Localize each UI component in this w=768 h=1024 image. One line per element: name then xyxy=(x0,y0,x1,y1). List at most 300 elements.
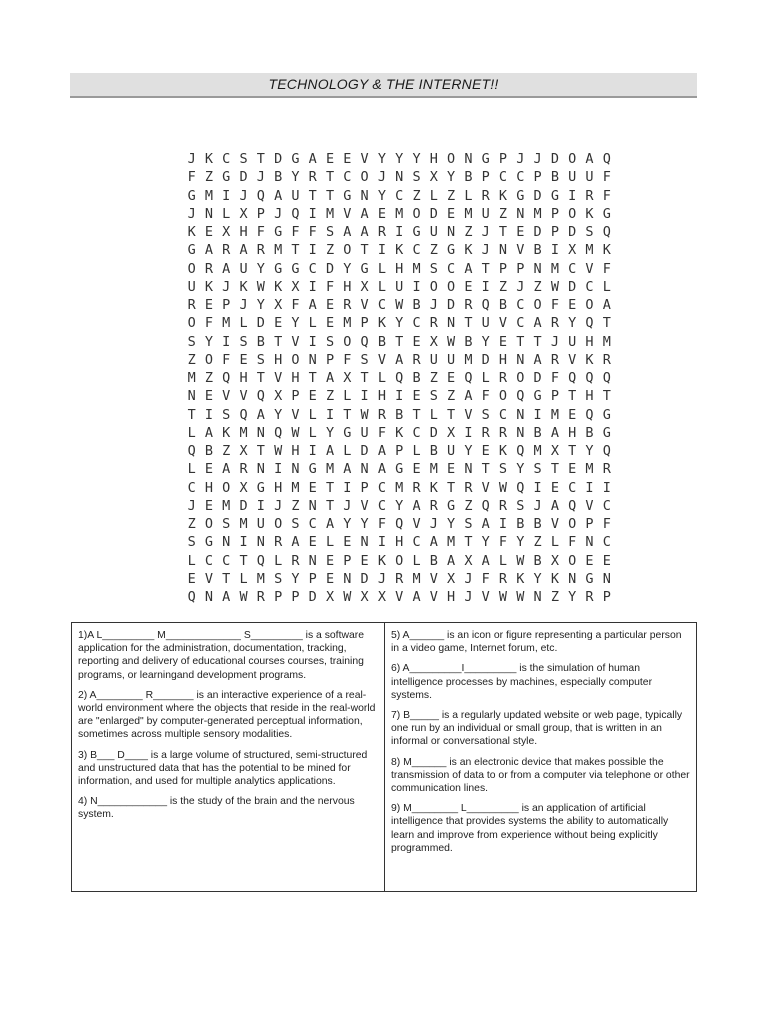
grid-letter: L xyxy=(602,278,611,295)
grid-letter: C xyxy=(516,315,525,332)
grid-letter: A xyxy=(533,351,542,368)
grid-letter: Q xyxy=(256,187,265,204)
grid-letter: R xyxy=(498,370,508,386)
grid-letter: B xyxy=(204,443,214,459)
grid-letter: E xyxy=(343,534,352,551)
grid-letter: J xyxy=(481,224,490,240)
grid-letter: I xyxy=(533,479,542,496)
grid-letter: O xyxy=(343,333,352,350)
grid-letter: C xyxy=(187,479,196,496)
grid-letter: J xyxy=(377,169,386,186)
grid-letter: S xyxy=(585,224,594,240)
grid-letter: A xyxy=(550,497,559,514)
grid-row xyxy=(183,351,615,369)
grid-letter: E xyxy=(550,479,559,496)
grid-letter: D xyxy=(533,224,542,240)
grid-letter: T xyxy=(550,461,559,478)
grid-letter: Y xyxy=(395,315,404,332)
grid-letter: N xyxy=(602,570,611,587)
grid-row xyxy=(183,278,615,296)
grid-letter: Y xyxy=(343,516,352,532)
grid-letter: G xyxy=(360,260,369,277)
grid-letter: H xyxy=(498,351,508,368)
grid-letter: F xyxy=(343,351,352,368)
grid-letter: Q xyxy=(516,388,525,405)
grid-letter: E xyxy=(204,297,214,313)
grid-letter: T xyxy=(516,333,525,350)
grid-letter: L xyxy=(308,406,317,423)
grid-letter: L xyxy=(429,187,438,204)
grid-letter: I xyxy=(464,424,473,441)
grid-letter: X xyxy=(360,589,369,605)
grid-letter: K xyxy=(550,570,559,587)
grid-letter: L xyxy=(412,552,421,569)
grid-letter: G xyxy=(481,151,490,167)
grid-letter: D xyxy=(533,370,542,386)
grid-letter: F xyxy=(325,278,335,295)
grid-letter: R xyxy=(498,497,508,514)
grid-letter: G xyxy=(447,497,456,514)
grid-letter: L xyxy=(412,443,421,459)
grid-letter: C xyxy=(516,297,525,313)
grid-letter: A xyxy=(464,388,473,405)
grid-letter: G xyxy=(343,424,352,441)
grid-letter: W xyxy=(395,297,404,313)
grid-letter: V xyxy=(360,297,369,313)
grid-letter: G xyxy=(308,461,317,478)
word-search-grid xyxy=(183,150,615,606)
grid-letter: Q xyxy=(481,497,490,514)
grid-letter: B xyxy=(412,370,421,386)
grid-letter: G xyxy=(602,205,611,222)
grid-letter: C xyxy=(602,534,611,551)
grid-letter: R xyxy=(308,169,317,186)
grid-letter: A xyxy=(325,370,335,386)
clue-column-left xyxy=(72,623,385,891)
grid-letter: J xyxy=(377,570,386,587)
grid-letter: U xyxy=(395,278,404,295)
grid-letter: Z xyxy=(447,388,456,405)
grid-letter: M xyxy=(325,461,335,478)
grid-letter: D xyxy=(256,315,265,332)
grid-letter: O xyxy=(187,315,196,332)
grid-letter: D xyxy=(325,260,335,277)
grid-letter: J xyxy=(222,278,231,295)
grid-letter: B xyxy=(464,333,473,350)
grid-letter: Y xyxy=(291,169,300,186)
grid-letter: F xyxy=(550,297,559,313)
grid-letter: V xyxy=(585,260,594,277)
grid-letter: M xyxy=(602,333,611,350)
grid-letter: N xyxy=(256,424,265,441)
grid-letter: E xyxy=(343,151,352,167)
grid-row xyxy=(183,241,615,259)
grid-letter: R xyxy=(481,424,490,441)
grid-letter: D xyxy=(239,497,248,514)
grid-letter: G xyxy=(343,187,352,204)
grid-letter: M xyxy=(239,516,248,532)
grid-row xyxy=(183,479,615,497)
grid-letter: J xyxy=(550,333,559,350)
grid-letter: G xyxy=(395,461,404,478)
grid-letter: S xyxy=(481,406,490,423)
grid-letter: N xyxy=(360,534,369,551)
grid-letter: G xyxy=(585,570,594,587)
grid-letter: E xyxy=(498,333,508,350)
grid-row xyxy=(183,406,615,424)
grid-letter: I xyxy=(533,406,542,423)
grid-letter: L xyxy=(325,534,335,551)
grid-letter: B xyxy=(498,297,508,313)
grid-letter: J xyxy=(533,497,542,514)
grid-letter: Y xyxy=(395,151,404,167)
grid-letter: Q xyxy=(256,388,265,405)
grid-letter: B xyxy=(533,552,542,569)
grid-letter: V xyxy=(291,406,300,423)
grid-letter: N xyxy=(464,461,473,478)
grid-letter: J xyxy=(343,497,352,514)
grid-letter: L xyxy=(343,443,352,459)
grid-letter: J xyxy=(187,497,196,514)
grid-letter: F xyxy=(377,424,386,441)
grid-letter: M xyxy=(325,205,335,222)
grid-letter: F xyxy=(187,169,196,186)
grid-letter: R xyxy=(412,351,421,368)
grid-letter: X xyxy=(429,333,438,350)
grid-letter: L xyxy=(187,461,196,478)
grid-letter: A xyxy=(377,461,386,478)
grid-letter: Y xyxy=(256,297,265,313)
grid-letter: E xyxy=(187,570,196,587)
grid-letter: U xyxy=(429,351,438,368)
grid-letter: T xyxy=(256,151,265,167)
grid-letter: Z xyxy=(412,187,421,204)
grid-letter: O xyxy=(533,297,542,313)
grid-letter: E xyxy=(274,315,283,332)
grid-letter: I xyxy=(568,187,577,204)
clue-table xyxy=(71,622,697,892)
grid-letter: T xyxy=(308,187,317,204)
grid-letter: R xyxy=(204,260,214,277)
grid-letter: D xyxy=(360,443,369,459)
grid-letter: G xyxy=(412,224,421,240)
grid-letter: X xyxy=(274,388,283,405)
grid-letter: T xyxy=(274,333,283,350)
grid-letter: A xyxy=(360,205,369,222)
grid-letter: F xyxy=(568,534,577,551)
grid-letter: S xyxy=(516,497,525,514)
grid-letter: L xyxy=(239,570,248,587)
grid-letter: B xyxy=(533,516,542,532)
grid-letter: D xyxy=(308,589,317,605)
grid-letter: N xyxy=(343,570,352,587)
grid-letter: O xyxy=(360,169,369,186)
clue-text: 5) A______ is an icon or figure representing a particular person in a video game, Internet forum, etc. xyxy=(391,630,682,655)
grid-letter: A xyxy=(395,351,404,368)
grid-letter: S xyxy=(222,516,231,532)
grid-letter: R xyxy=(429,315,438,332)
grid-letter: F xyxy=(550,370,559,386)
grid-row xyxy=(183,442,615,460)
grid-letter: S xyxy=(187,333,196,350)
grid-letter: P xyxy=(325,351,335,368)
grid-row xyxy=(183,223,615,241)
grid-letter: B xyxy=(429,443,438,459)
grid-letter: L xyxy=(550,534,559,551)
grid-letter: H xyxy=(377,388,386,405)
grid-letter: F xyxy=(291,224,300,240)
grid-row xyxy=(183,314,615,332)
grid-letter: I xyxy=(274,461,283,478)
grid-letter: E xyxy=(325,552,335,569)
grid-letter: N xyxy=(187,388,196,405)
grid-letter: T xyxy=(291,242,300,259)
grid-letter: Z xyxy=(187,516,196,532)
grid-letter: E xyxy=(447,461,456,478)
grid-letter: K xyxy=(585,205,594,222)
grid-letter: A xyxy=(256,406,265,423)
grid-letter: M xyxy=(429,461,438,478)
grid-letter: U xyxy=(239,260,248,277)
grid-letter: I xyxy=(602,479,611,496)
grid-letter: Y xyxy=(395,497,404,514)
grid-letter: Q xyxy=(464,370,473,386)
grid-letter: R xyxy=(377,224,386,240)
grid-letter: E xyxy=(568,297,577,313)
grid-letter: M xyxy=(550,406,559,423)
grid-letter: M xyxy=(533,443,542,459)
grid-letter: H xyxy=(585,388,594,405)
grid-letter: M xyxy=(222,315,231,332)
grid-letter: Z xyxy=(533,534,542,551)
grid-letter: A xyxy=(481,552,490,569)
grid-row xyxy=(183,533,615,551)
grid-letter: N xyxy=(447,315,456,332)
grid-letter: Y xyxy=(360,516,369,532)
clue-text: 4) N____________ is the study of the brain and the nervous system. xyxy=(78,796,355,821)
grid-letter: K xyxy=(377,552,386,569)
grid-letter: R xyxy=(412,479,421,496)
grid-letter: K xyxy=(602,242,611,259)
grid-letter: N xyxy=(516,351,525,368)
grid-letter: O xyxy=(291,351,300,368)
grid-letter: P xyxy=(256,205,265,222)
grid-row xyxy=(183,424,615,442)
grid-letter: P xyxy=(291,388,300,405)
grid-letter: S xyxy=(291,516,300,532)
grid-letter: N xyxy=(204,205,214,222)
grid-letter: H xyxy=(447,589,456,605)
grid-letter: X xyxy=(222,224,231,240)
grid-letter: P xyxy=(343,552,352,569)
grid-letter: Y xyxy=(568,589,577,605)
grid-letter: R xyxy=(464,479,473,496)
grid-letter: J xyxy=(533,151,542,167)
grid-letter: K xyxy=(429,479,438,496)
grid-letter: E xyxy=(481,443,490,459)
grid-letter: E xyxy=(325,570,335,587)
grid-letter: G xyxy=(222,169,231,186)
grid-letter: H xyxy=(568,424,577,441)
grid-letter: N xyxy=(585,534,594,551)
grid-letter: P xyxy=(222,297,231,313)
grid-letter: S xyxy=(533,461,542,478)
grid-letter: L xyxy=(187,424,196,441)
grid-letter: S xyxy=(187,534,196,551)
grid-letter: B xyxy=(395,406,404,423)
grid-letter: R xyxy=(498,570,508,587)
grid-letter: T xyxy=(325,169,335,186)
grid-letter: E xyxy=(239,351,248,368)
grid-letter: A xyxy=(308,297,317,313)
grid-letter: T xyxy=(325,497,335,514)
grid-letter: T xyxy=(360,370,369,386)
grid-letter: M xyxy=(204,187,214,204)
grid-letter: G xyxy=(274,260,283,277)
grid-letter: J xyxy=(516,151,525,167)
grid-letter: Z xyxy=(533,278,542,295)
grid-letter: Z xyxy=(204,370,214,386)
grid-letter: Q xyxy=(360,333,369,350)
grid-letter: B xyxy=(464,169,473,186)
grid-letter: C xyxy=(516,169,525,186)
grid-letter: L xyxy=(377,260,386,277)
grid-letter: J xyxy=(239,187,248,204)
grid-letter: H xyxy=(429,151,438,167)
grid-letter: D xyxy=(568,278,577,295)
grid-letter: Q xyxy=(395,516,404,532)
grid-letter: N xyxy=(516,406,525,423)
grid-letter: R xyxy=(256,589,265,605)
grid-letter: Z xyxy=(464,497,473,514)
grid-letter: B xyxy=(516,516,525,532)
grid-letter: R xyxy=(429,497,438,514)
grid-letter: W xyxy=(447,333,456,350)
grid-letter: E xyxy=(412,333,421,350)
grid-letter: X xyxy=(550,443,559,459)
grid-letter: X xyxy=(447,424,456,441)
grid-letter: O xyxy=(447,278,456,295)
grid-letter: N xyxy=(222,534,231,551)
grid-letter: C xyxy=(222,552,231,569)
grid-letter: K xyxy=(585,351,594,368)
grid-letter: Y xyxy=(464,443,473,459)
grid-letter: J xyxy=(429,297,438,313)
grid-letter: M xyxy=(395,479,404,496)
grid-letter: A xyxy=(204,242,214,259)
grid-letter: P xyxy=(516,260,525,277)
grid-letter: C xyxy=(222,151,231,167)
grid-letter: K xyxy=(239,278,248,295)
clue-text: 3) B___ D____ is a large volume of structured, semi-structured and unstructured data that has the potential to be mined for information, and used for multiple analytics applications. xyxy=(78,749,368,788)
grid-letter: Y xyxy=(291,570,300,587)
grid-letter: F xyxy=(256,224,265,240)
grid-letter: U xyxy=(447,351,456,368)
grid-letter: D xyxy=(239,169,248,186)
grid-letter: I xyxy=(222,187,231,204)
clue-column-right xyxy=(385,623,696,891)
grid-letter: V xyxy=(360,497,369,514)
grid-letter: N xyxy=(533,260,542,277)
title-bar xyxy=(70,73,697,98)
grid-letter: S xyxy=(256,351,265,368)
grid-letter: F xyxy=(481,570,490,587)
grid-letter: A xyxy=(222,260,231,277)
grid-letter: C xyxy=(568,479,577,496)
grid-letter: E xyxy=(516,224,525,240)
grid-letter: V xyxy=(412,516,421,532)
grid-letter: B xyxy=(533,424,542,441)
grid-letter: K xyxy=(274,278,283,295)
grid-letter: R xyxy=(498,424,508,441)
grid-letter: Z xyxy=(222,443,231,459)
grid-letter: T xyxy=(256,370,265,386)
grid-letter: L xyxy=(377,278,386,295)
grid-letter: T xyxy=(325,187,335,204)
grid-letter: Z xyxy=(429,242,438,259)
grid-letter: N xyxy=(568,570,577,587)
grid-letter: T xyxy=(602,388,611,405)
grid-letter: Y xyxy=(516,461,525,478)
grid-letter: C xyxy=(498,169,508,186)
grid-letter: B xyxy=(256,333,265,350)
grid-letter: N xyxy=(516,424,525,441)
grid-row xyxy=(183,460,615,478)
grid-letter: Y xyxy=(325,424,335,441)
grid-letter: E xyxy=(308,388,317,405)
grid-letter: G xyxy=(291,260,300,277)
grid-letter: V xyxy=(360,151,369,167)
grid-letter: L xyxy=(464,187,473,204)
grid-letter: T xyxy=(447,479,456,496)
grid-letter: M xyxy=(585,461,594,478)
grid-letter: Y xyxy=(343,260,352,277)
grid-letter: O xyxy=(516,370,525,386)
grid-letter: Y xyxy=(377,187,386,204)
grid-letter: I xyxy=(377,242,386,259)
grid-letter: I xyxy=(256,497,265,514)
grid-letter: V xyxy=(481,479,490,496)
grid-letter: H xyxy=(291,443,300,459)
grid-letter: A xyxy=(204,424,214,441)
grid-letter: G xyxy=(516,187,525,204)
grid-letter: Z xyxy=(325,388,335,405)
grid-letter: V xyxy=(568,351,577,368)
grid-letter: X xyxy=(291,278,300,295)
grid-letter: E xyxy=(325,151,335,167)
grid-letter: N xyxy=(308,497,317,514)
grid-letter: H xyxy=(239,224,248,240)
grid-letter: Q xyxy=(395,370,404,386)
grid-letter: Y xyxy=(447,516,456,532)
grid-letter: A xyxy=(239,242,248,259)
grid-letter: B xyxy=(550,169,559,186)
grid-letter: C xyxy=(568,260,577,277)
grid-letter: K xyxy=(498,187,508,204)
grid-letter: C xyxy=(343,169,352,186)
grid-letter: I xyxy=(377,534,386,551)
grid-letter: X xyxy=(343,370,352,386)
grid-letter: T xyxy=(187,406,196,423)
grid-letter: E xyxy=(308,534,317,551)
grid-letter: A xyxy=(412,497,421,514)
grid-letter: O xyxy=(568,205,577,222)
grid-letter: Q xyxy=(291,205,300,222)
grid-letter: Q xyxy=(568,370,577,386)
grid-letter: Z xyxy=(187,351,196,368)
grid-letter: A xyxy=(325,443,335,459)
grid-letter: Y xyxy=(481,333,490,350)
